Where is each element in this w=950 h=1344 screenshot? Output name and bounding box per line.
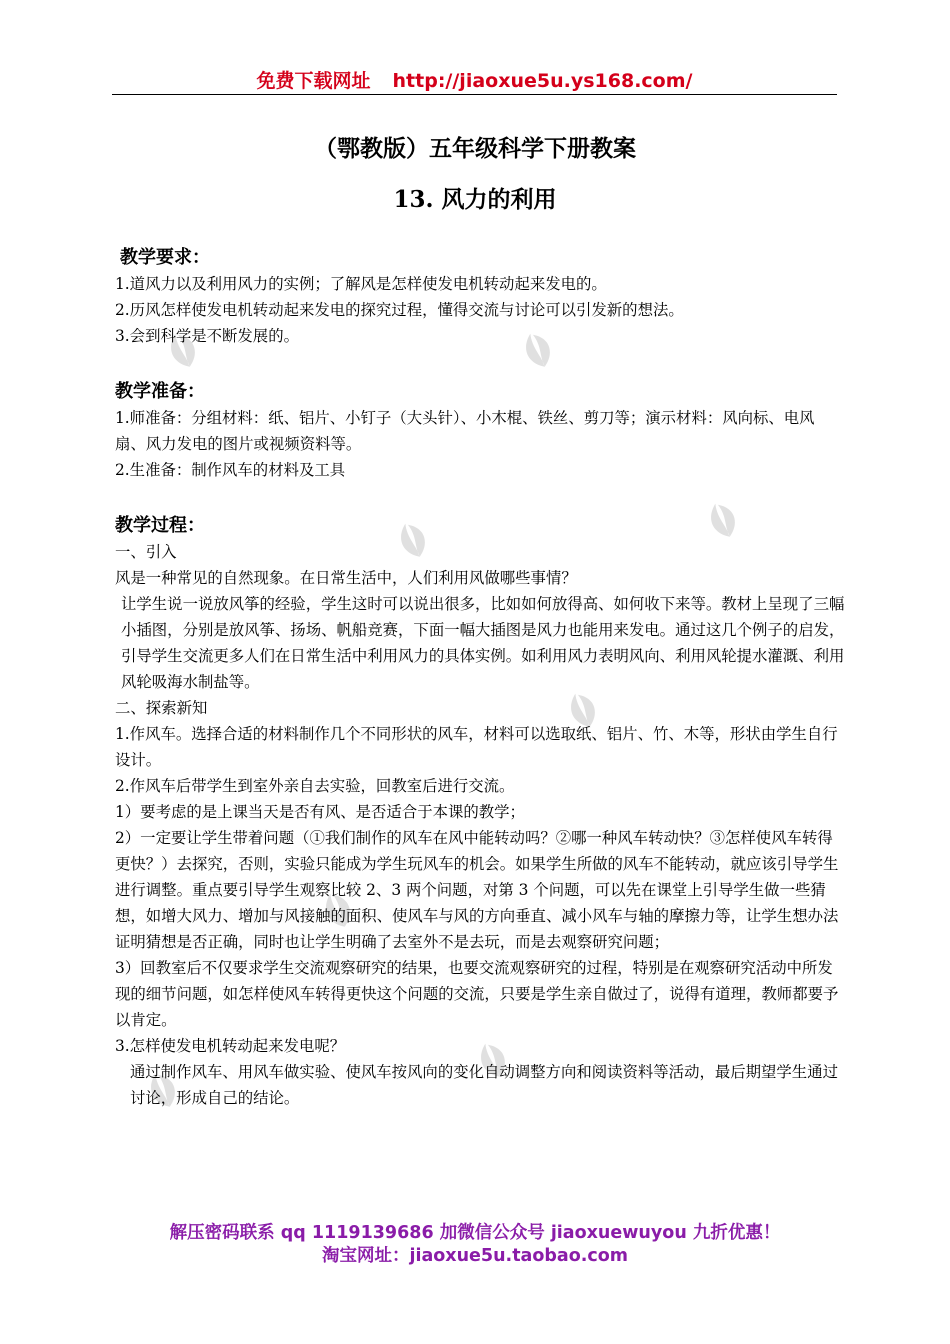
section-heading-preparation: 教学准备： xyxy=(115,381,205,402)
paragraph: 2）一定要让学生带着问题（①我们制作的风车在风中能转动吗？②哪一种风车转动快？③怎样使风车转得更快？）去探究，否则，实验只能成为学生玩风车的机会。如果学生所做的风车不能转动，就应该引导学生进行调整。重点要引导学生观察比较 2、3 两个问题，对第 3 个问题，可以先在课堂上引导学生做一些猜想，如增大风力、增加与风接触的面积、使风车与风的方向垂直、减小风车与轴的摩擦力等，让学生想办法证明猜想是否正确，同时也让学生明确了去室外不是去玩，而是去观察研究问题； xyxy=(115,829,839,951)
paragraph: 3.怎样使发电机转动起来发电呢？ xyxy=(115,1037,346,1055)
page-header xyxy=(112,66,837,95)
part-title: 二、探索新知 xyxy=(115,699,208,717)
paragraph: 1.作风车。选择合适的材料制作几个不同形状的风车，材料可以选取纸、铝片、竹、木等，形状由学生自行设计。 xyxy=(115,725,838,769)
paragraph: 让学生说一说放风筝的经验，学生这时可以说出很多，比如如何放得高、如何收下来等。教材上呈现了三幅小插图，分别是放风筝、扬场、帆船竞赛，下面一幅大插图是风力也能用来发电。通过这几个例子的启发，引导学生交流更多人们在日常生活中利用风力的具体实例。如利用风力表明风向、利用风轮提水灌溉、利用风轮吸海水制盐等。 xyxy=(121,595,845,691)
preparation-item: 1.师准备：分组材料：纸、铝片、小钉子（大头针）、小木棍、铁丝、剪刀等；演示材料：风向标、电风扇、风力发电的图片或视频资料等。 xyxy=(115,409,815,453)
paragraph: 1）要考虑的是上课当天是否有风、是否适合于本课的教学； xyxy=(115,803,525,821)
footer-shop-url[interactable]: 淘宝网址：jiaoxue5u.taobao.com xyxy=(321,1246,629,1266)
requirement-item: 2.历风怎样使发电机转动起来发电的探究过程，懂得交流与讨论可以引发新的想法。 xyxy=(115,301,684,319)
doc-body xyxy=(115,245,845,1111)
lesson-title: 13. 风力的利用 xyxy=(393,186,557,213)
paragraph: 风是一种常见的自然现象。在日常生活中，人们利用风做哪些事情？ xyxy=(115,569,577,587)
preparation-item: 2.生准备：制作风车的材料及工具 xyxy=(115,461,346,479)
paragraph: 2.作风车后带学生到室外亲自去实验，回教室后进行交流。 xyxy=(115,777,515,795)
header-label: 免费下载网址 xyxy=(256,70,371,92)
section-heading-process: 教学过程： xyxy=(115,515,205,536)
doc-title: （鄂教版）五年级科学下册教案 xyxy=(314,135,636,162)
header-url[interactable]: http://jiaoxue5u.ys168.com/ xyxy=(392,70,693,92)
paragraph: 通过制作风车、用风车做实验、使风车按风向的变化自动调整方向和阅读资料等活动，最后期望学生通过讨论，形成自己的结论。 xyxy=(130,1063,838,1107)
footer-contact: 解压密码联系 qq 1119139686 加微信公众号 jiaoxuewuyou 九折优惠！ xyxy=(169,1223,781,1243)
paragraph: 3）回教室后不仅要求学生交流观察研究的结果，也要交流观察研究的过程，特别是在观察研究活动中所发现的细节问题，如怎样使风车转得更快这个问题的交流，只要是学生亲自做过了，说得有道理，教师都要予以肯定。 xyxy=(115,959,839,1029)
part-title: 一、引入 xyxy=(115,543,177,561)
section-heading-requirements: 教学要求： xyxy=(120,247,210,268)
requirement-item: 3.会到科学是不断发展的。 xyxy=(115,327,299,345)
requirement-item: 1.道风力以及利用风力的实例；了解风是怎样使发电机转动起来发电的。 xyxy=(115,275,607,293)
